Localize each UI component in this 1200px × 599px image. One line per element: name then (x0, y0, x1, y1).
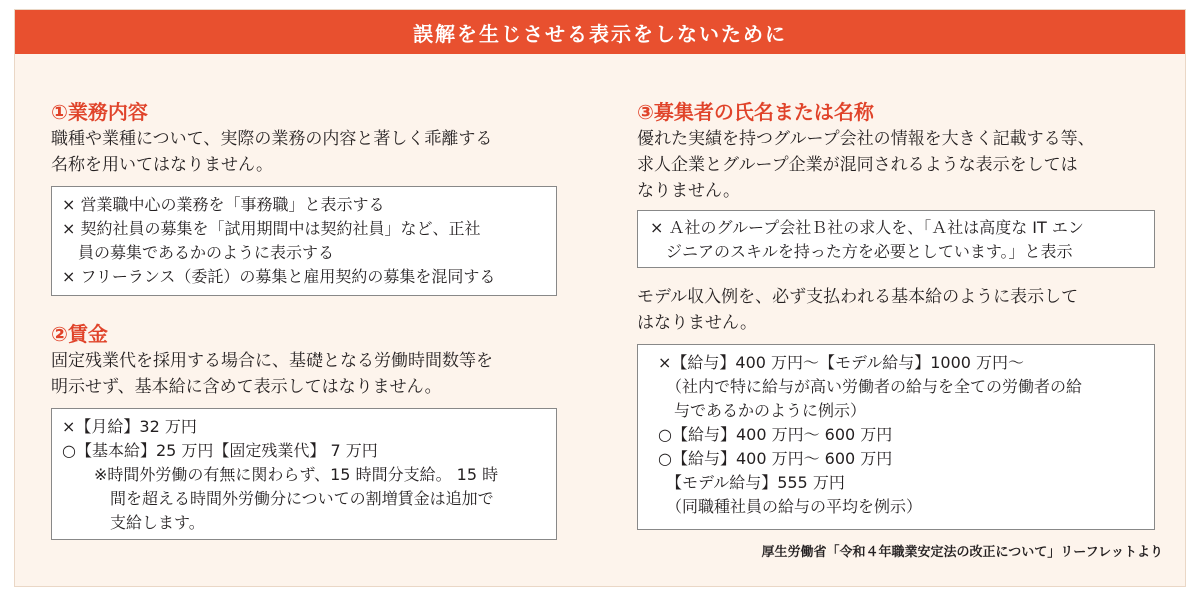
header-title: 誤解を生じさせる表示をしないために (413, 21, 787, 46)
section3-example-box (637, 210, 1155, 268)
section1-body (51, 126, 492, 178)
section3-title: ③募集者の氏名または名称 (637, 100, 874, 124)
example-line: 【モデル給与】555 万円 (658, 473, 845, 492)
example-line: （同職種社員の給与の平均を例示） (658, 497, 923, 516)
example-line: × Ａ社のグループ会社Ｂ社の求人を、「Ａ社は高度な IT エン (650, 218, 1084, 237)
section2-example-box (51, 408, 557, 540)
source-credit: 厚生労働省「令和４年職業安定法の改正について」リーフレットより (761, 545, 1163, 560)
example-line: 間を超える時間外労働分についての割増賃金は追加で (62, 489, 494, 508)
example-line: × フリーランス（委託）の募集と雇用契約の募集を混同する (62, 267, 496, 286)
section3-body2-line: モデル収入例を、必ず支払われる基本給のように表示して (637, 287, 1079, 307)
example-line: ジニアのスキルを持った方を必要としています。」と表示 (650, 242, 1073, 261)
example-line: ○【基本給】25 万円【固定残業代】 7 万円 (62, 441, 378, 460)
example-line: ○【給与】400 万円〜 600 万円 (658, 449, 893, 468)
section3-body-line: 優れた実績を持つグループ会社の情報を大きく記載する等、 (637, 129, 1095, 149)
example-line: （社内で特に給与が高い労働者の給与を全ての労働者の給 (658, 377, 1083, 396)
section1-body-line: 職種や業種について、実際の業務の内容と著しく乖離する (51, 129, 493, 149)
section2-body (51, 348, 493, 400)
section3-body-line: 求人企業とグループ企業が混同されるような表示をしては (637, 155, 1078, 175)
section3-body-line: なりません。 (637, 181, 741, 201)
section3-body2 (637, 284, 1078, 336)
example-line: × 営業職中心の業務を「事務職」と表示する (62, 195, 385, 214)
section3-body (637, 126, 1095, 204)
section2-title: ②賃金 (51, 322, 108, 346)
example-line: 員の募集であるかのように表示する (62, 243, 335, 262)
section3-example-box-2 (637, 344, 1155, 530)
example-line: 与であるかのように例示） (658, 401, 867, 420)
section3-body2-line: はなりません。 (637, 313, 758, 333)
info-card (14, 9, 1186, 587)
card-header (15, 10, 1185, 54)
section2-body-line: 明示せず、基本給に含めて表示してはなりません。 (51, 377, 442, 397)
section2-body-line: 固定残業代を採用する場合に、基礎となる労働時間数等を (51, 351, 493, 371)
example-line: ※時間外労働の有無に関わらず、15 時間分支給。 15 時 (62, 465, 499, 484)
example-line: 支給します。 (62, 513, 205, 532)
section1-title: ①業務内容 (51, 100, 148, 124)
example-line: × 契約社員の募集を「試用期間中は契約社員」など、正社 (62, 219, 481, 238)
section1-example-box (51, 186, 557, 296)
example-line: ○【給与】400 万円〜 600 万円 (658, 425, 893, 444)
section1-body-line: 名称を用いてはなりません。 (51, 155, 274, 175)
example-line: ×【月給】32 万円 (62, 417, 197, 436)
example-line: ×【給与】400 万円〜【モデル給与】1000 万円〜 (658, 353, 1025, 372)
